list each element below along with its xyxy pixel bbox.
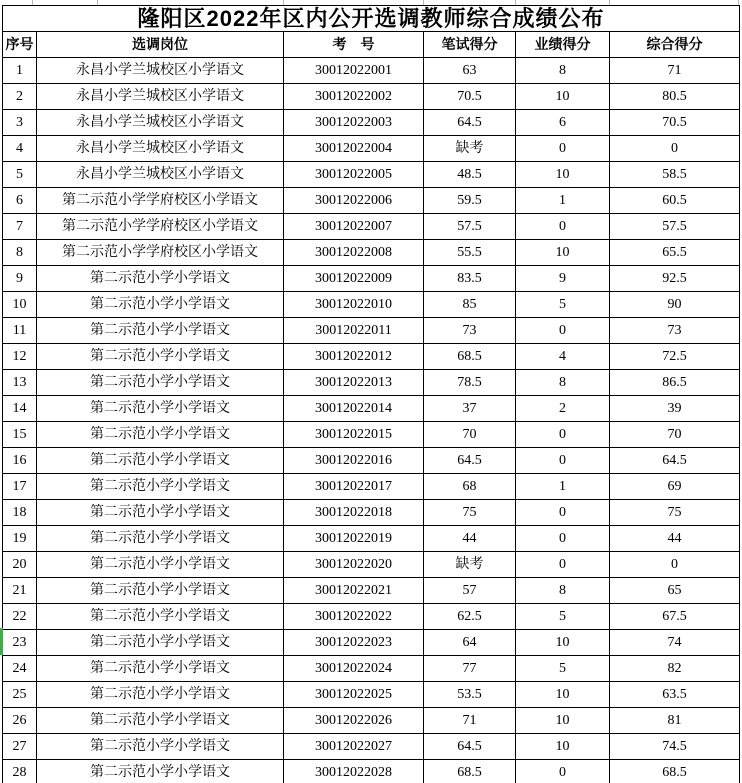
cell-index: 4 (3, 136, 37, 162)
cell-performance-score: 0 (516, 760, 610, 783)
cell-performance-score: 10 (516, 734, 610, 760)
cell-index: 23 (3, 630, 37, 656)
cell-written-score: 57.5 (424, 214, 516, 240)
cell-position: 第二示范小学小学语文 (37, 708, 284, 734)
table-row (3, 682, 740, 708)
column-header-position: 选调岗位 (37, 32, 284, 58)
cell-exam-number: 30012022020 (284, 552, 424, 578)
table-row (3, 448, 740, 474)
cell-exam-number: 30012022019 (284, 526, 424, 552)
cell-composite-score: 73 (610, 318, 740, 344)
table-row (3, 474, 740, 500)
cell-composite-score: 44 (610, 526, 740, 552)
cell-written-score: 68.5 (424, 760, 516, 783)
cell-position: 永昌小学兰城校区小学语文 (37, 162, 284, 188)
cell-exam-number: 30012022017 (284, 474, 424, 500)
cell-written-score: 53.5 (424, 682, 516, 708)
cell-exam-number: 30012022001 (284, 58, 424, 84)
cell-performance-score: 5 (516, 656, 610, 682)
table-row (3, 110, 740, 136)
cell-written-score: 55.5 (424, 240, 516, 266)
cell-composite-score: 0 (610, 552, 740, 578)
cell-exam-number: 30012022012 (284, 344, 424, 370)
column-header-composite-score: 综合得分 (610, 32, 740, 58)
cell-composite-score: 74.5 (610, 734, 740, 760)
cell-index: 22 (3, 604, 37, 630)
cell-performance-score: 10 (516, 162, 610, 188)
cell-performance-score: 10 (516, 682, 610, 708)
cell-composite-score: 58.5 (610, 162, 740, 188)
cell-composite-score: 65.5 (610, 240, 740, 266)
cell-performance-score: 0 (516, 448, 610, 474)
cell-performance-score: 0 (516, 136, 610, 162)
cell-exam-number: 30012022024 (284, 656, 424, 682)
cell-written-score: 64 (424, 630, 516, 656)
cell-exam-number: 30012022018 (284, 500, 424, 526)
cell-performance-score: 8 (516, 578, 610, 604)
table-row (3, 500, 740, 526)
cell-written-score: 77 (424, 656, 516, 682)
cell-written-score: 57 (424, 578, 516, 604)
cell-index: 7 (3, 214, 37, 240)
cell-index: 26 (3, 708, 37, 734)
cell-composite-score: 72.5 (610, 344, 740, 370)
cell-performance-score: 1 (516, 188, 610, 214)
cell-position: 第二示范小学小学语文 (37, 318, 284, 344)
table-row (3, 656, 740, 682)
cell-performance-score: 10 (516, 630, 610, 656)
cell-exam-number: 30012022014 (284, 396, 424, 422)
cell-composite-score: 57.5 (610, 214, 740, 240)
cell-exam-number: 30012022007 (284, 214, 424, 240)
cell-position: 永昌小学兰城校区小学语文 (37, 58, 284, 84)
table-body (3, 58, 740, 783)
cell-exam-number: 30012022021 (284, 578, 424, 604)
table-row (3, 552, 740, 578)
cell-performance-score: 10 (516, 84, 610, 110)
cell-exam-number: 30012022023 (284, 630, 424, 656)
cell-exam-number: 30012022011 (284, 318, 424, 344)
column-header-index: 序号 (3, 32, 37, 58)
cell-position: 第二示范小学学府校区小学语文 (37, 214, 284, 240)
cell-position: 第二示范小学小学语文 (37, 396, 284, 422)
table-row (3, 630, 740, 656)
table-row (3, 292, 740, 318)
table-row (3, 578, 740, 604)
cell-exam-number: 30012022006 (284, 188, 424, 214)
cell-performance-score: 10 (516, 240, 610, 266)
table-row (3, 760, 740, 783)
cell-performance-score: 0 (516, 500, 610, 526)
cell-composite-score: 70.5 (610, 110, 740, 136)
cell-position: 第二示范小学小学语文 (37, 656, 284, 682)
cell-index: 11 (3, 318, 37, 344)
cell-written-score: 68.5 (424, 344, 516, 370)
cell-position: 第二示范小学小学语文 (37, 604, 284, 630)
cell-composite-score: 39 (610, 396, 740, 422)
cell-written-score: 83.5 (424, 266, 516, 292)
cell-position: 第二示范小学小学语文 (37, 422, 284, 448)
cell-position: 第二示范小学小学语文 (37, 370, 284, 396)
cell-written-score: 62.5 (424, 604, 516, 630)
cell-composite-score: 63.5 (610, 682, 740, 708)
cell-index: 9 (3, 266, 37, 292)
cell-composite-score: 64.5 (610, 448, 740, 474)
cell-index: 27 (3, 734, 37, 760)
cell-position: 第二示范小学小学语文 (37, 500, 284, 526)
cell-position: 第二示范小学小学语文 (37, 448, 284, 474)
table-row (3, 58, 740, 84)
cell-written-score: 64.5 (424, 734, 516, 760)
cell-exam-number: 30012022027 (284, 734, 424, 760)
cell-exam-number: 30012022026 (284, 708, 424, 734)
cell-position: 永昌小学兰城校区小学语文 (37, 136, 284, 162)
cell-position: 第二示范小学小学语文 (37, 474, 284, 500)
cell-written-score: 63 (424, 58, 516, 84)
cell-index: 20 (3, 552, 37, 578)
cell-composite-score: 71 (610, 58, 740, 84)
cell-position: 第二示范小学小学语文 (37, 578, 284, 604)
table-row (3, 708, 740, 734)
cell-performance-score: 0 (516, 214, 610, 240)
cell-performance-score: 1 (516, 474, 610, 500)
cell-written-score: 73 (424, 318, 516, 344)
table-row (3, 422, 740, 448)
cell-index: 18 (3, 500, 37, 526)
cell-index: 12 (3, 344, 37, 370)
cell-position: 第二示范小学小学语文 (37, 682, 284, 708)
cell-composite-score: 75 (610, 500, 740, 526)
cell-written-score: 68 (424, 474, 516, 500)
cell-written-score: 44 (424, 526, 516, 552)
cell-index: 16 (3, 448, 37, 474)
page-title: 隆阳区2022年区内公开选调教师综合成绩公布 (3, 6, 740, 32)
results-table (2, 5, 740, 783)
cell-exam-number: 30012022015 (284, 422, 424, 448)
cell-exam-number: 30012022010 (284, 292, 424, 318)
cell-composite-score: 81 (610, 708, 740, 734)
cell-exam-number: 30012022022 (284, 604, 424, 630)
cell-performance-score: 0 (516, 526, 610, 552)
column-header-written-score: 笔试得分 (424, 32, 516, 58)
cell-composite-score: 74 (610, 630, 740, 656)
table-row (3, 240, 740, 266)
cell-exam-number: 30012022002 (284, 84, 424, 110)
cell-index: 13 (3, 370, 37, 396)
table-row (3, 344, 740, 370)
table-row (3, 526, 740, 552)
cell-exam-number: 30012022028 (284, 760, 424, 783)
cell-performance-score: 10 (516, 708, 610, 734)
cell-position: 第二示范小学小学语文 (37, 552, 284, 578)
cell-index: 21 (3, 578, 37, 604)
cell-written-score: 59.5 (424, 188, 516, 214)
cell-performance-score: 2 (516, 396, 610, 422)
cell-index: 25 (3, 682, 37, 708)
table-row (3, 396, 740, 422)
cell-exam-number: 30012022025 (284, 682, 424, 708)
cell-performance-score: 6 (516, 110, 610, 136)
cell-written-score: 71 (424, 708, 516, 734)
row-23-green-marker (0, 628, 3, 655)
cell-position: 第二示范小学学府校区小学语文 (37, 240, 284, 266)
cell-performance-score: 0 (516, 422, 610, 448)
table-row (3, 136, 740, 162)
cell-position: 第二示范小学小学语文 (37, 630, 284, 656)
cell-written-score: 37 (424, 396, 516, 422)
cell-index: 5 (3, 162, 37, 188)
column-header-performance-score: 业绩得分 (516, 32, 610, 58)
cell-position: 第二示范小学小学语文 (37, 526, 284, 552)
cell-position: 第二示范小学小学语文 (37, 266, 284, 292)
cell-position: 第二示范小学小学语文 (37, 344, 284, 370)
cell-performance-score: 0 (516, 552, 610, 578)
table-row (3, 84, 740, 110)
cell-performance-score: 8 (516, 58, 610, 84)
header-row (3, 32, 740, 58)
cell-exam-number: 30012022013 (284, 370, 424, 396)
cell-composite-score: 0 (610, 136, 740, 162)
cell-composite-score: 86.5 (610, 370, 740, 396)
cell-position: 永昌小学兰城校区小学语文 (37, 84, 284, 110)
cell-index: 6 (3, 188, 37, 214)
table-row (3, 214, 740, 240)
cell-exam-number: 30012022004 (284, 136, 424, 162)
cell-written-score: 70 (424, 422, 516, 448)
cell-composite-score: 69 (610, 474, 740, 500)
cell-composite-score: 68.5 (610, 760, 740, 783)
cell-written-score: 70.5 (424, 84, 516, 110)
cell-composite-score: 92.5 (610, 266, 740, 292)
cell-index: 1 (3, 58, 37, 84)
cell-written-score: 64.5 (424, 110, 516, 136)
cell-index: 14 (3, 396, 37, 422)
title-row (3, 6, 740, 32)
cell-index: 17 (3, 474, 37, 500)
cell-position: 第二示范小学小学语文 (37, 760, 284, 783)
table-row (3, 370, 740, 396)
cell-index: 19 (3, 526, 37, 552)
cell-position: 第二示范小学小学语文 (37, 734, 284, 760)
cell-exam-number: 30012022003 (284, 110, 424, 136)
cell-composite-score: 82 (610, 656, 740, 682)
cell-performance-score: 5 (516, 292, 610, 318)
cell-written-score: 48.5 (424, 162, 516, 188)
cell-index: 28 (3, 760, 37, 783)
cell-index: 2 (3, 84, 37, 110)
cell-index: 24 (3, 656, 37, 682)
cell-composite-score: 67.5 (610, 604, 740, 630)
table-row (3, 604, 740, 630)
cell-composite-score: 80.5 (610, 84, 740, 110)
cell-performance-score: 9 (516, 266, 610, 292)
cell-written-score: 缺考 (424, 136, 516, 162)
table-row (3, 162, 740, 188)
cell-index: 10 (3, 292, 37, 318)
table-row (3, 188, 740, 214)
cell-written-score: 64.5 (424, 448, 516, 474)
table-row (3, 318, 740, 344)
cell-composite-score: 65 (610, 578, 740, 604)
cell-performance-score: 0 (516, 318, 610, 344)
cell-performance-score: 5 (516, 604, 610, 630)
table-row (3, 734, 740, 760)
cell-index: 8 (3, 240, 37, 266)
cell-exam-number: 30012022005 (284, 162, 424, 188)
cell-written-score: 缺考 (424, 552, 516, 578)
cell-performance-score: 4 (516, 344, 610, 370)
table-row (3, 266, 740, 292)
cell-position: 永昌小学兰城校区小学语文 (37, 110, 284, 136)
cell-exam-number: 30012022016 (284, 448, 424, 474)
cell-exam-number: 30012022008 (284, 240, 424, 266)
cell-position: 第二示范小学小学语文 (37, 292, 284, 318)
cell-composite-score: 70 (610, 422, 740, 448)
cell-exam-number: 30012022009 (284, 266, 424, 292)
cell-composite-score: 90 (610, 292, 740, 318)
cell-performance-score: 8 (516, 370, 610, 396)
cell-written-score: 85 (424, 292, 516, 318)
cell-written-score: 78.5 (424, 370, 516, 396)
cell-composite-score: 60.5 (610, 188, 740, 214)
cell-written-score: 75 (424, 500, 516, 526)
column-header-exam-number: 考 号 (284, 32, 424, 58)
cell-index: 15 (3, 422, 37, 448)
cell-index: 3 (3, 110, 37, 136)
cell-position: 第二示范小学学府校区小学语文 (37, 188, 284, 214)
